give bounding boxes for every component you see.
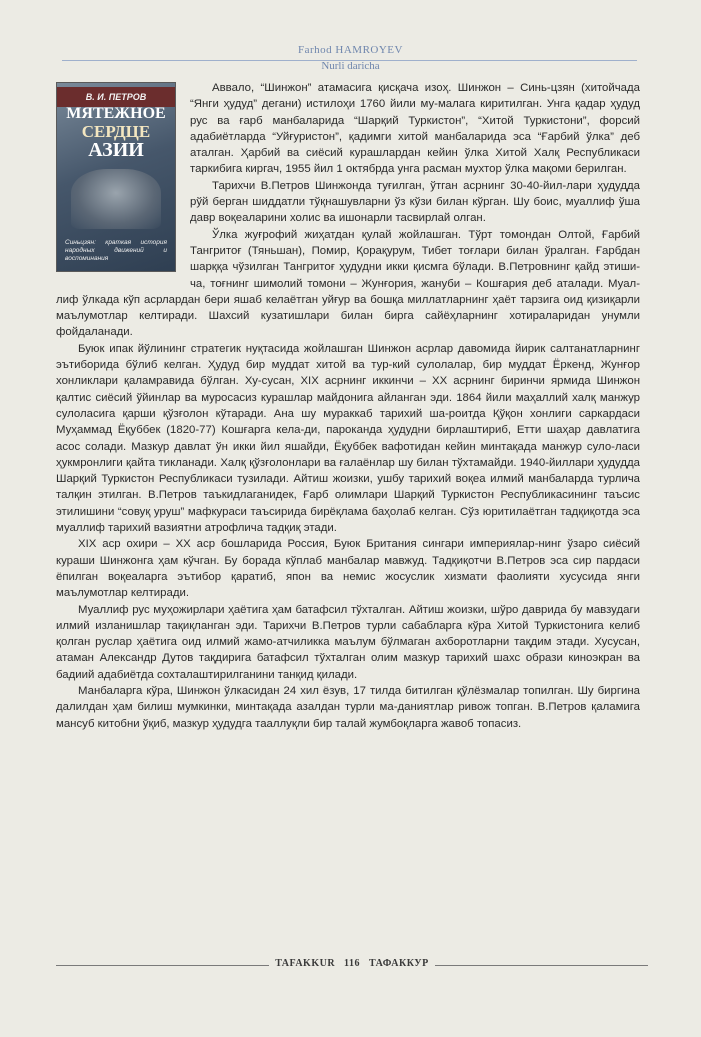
paragraph: XIX аср охири – XX аср бошларида Россия, Буюк Британия сингари империялар-нинг ўзаро сиёсий кураши Шинжонга ҳам кўчган. Бу борада кўплаб манбалар мавжуд. Тадқиқотчи В.Петров эса сир пардаси ёпилган воқеаларга эътибор қаратиб, япон ва немис жосуслик хизмати фаолияти хусусида янги маълумотлар келтиради. xyxy=(56,538,640,600)
article-body xyxy=(56,80,640,732)
book-cover-author: В. И. ПЕТРОВ xyxy=(57,87,175,107)
header-author: Farhod HAMROYEV xyxy=(298,44,403,56)
header-section-title: Nurli daricha xyxy=(321,60,380,72)
running-footer xyxy=(56,957,648,973)
book-cover-title-line1: МЯТЕЖНОЕ xyxy=(66,105,166,122)
running-header xyxy=(0,44,701,57)
book-cover-subtitle: Синьцзян: краткая история народных движений и воспоминания xyxy=(65,239,167,262)
paragraph: Аввало, “Шинжон” атамасига қисқача изоҳ. Шинжон – Синь-цзян (хитойчада “Янги ҳудуд” дегани) истилоҳи 1760 йили му-малага киритилган. Унга қадар ҳудуд рус ва ғарб манбаларида “Шарқий Туркистон”, “Хитой Туркистони”, форсий адабиётларда “Уйғуристон”, қадимги хитой манбаларида эса “Ғарбий ўлка” деб аталган. Ҳарбий ва сиёсий курашлардан кейин ўлка Хитой Халқ Республикаси таркибига киргач, 1955 йил 1 октябрда унга расман мухтор ўлка мақоми берилган. xyxy=(190,82,640,176)
paragraph: Буюк ипак йўлининг стратегик нуқтасида жойлашган Шинжон асрлар давомида йирик салтанатларнинг эътиборида бўлиб келган. Ҳудуд бир муддат хитой ва тур-кий сулолалар, бир муддат Ёркенд, Жунғор хонликлари қаламравида бўлган. Ху-сусан, XIX асрнинг иккинчи – XX асрнинг биринчи ярмида Шинжон қалтис сиёсий ўйинлар ва муросасиз курашлар майдонига айланган эди. 1864 йили маҳаллий халқ манжур сулоласига қарши қўзғолон кўтаради. Ана шу мураккаб тарихий ша-роитда Қўқон хонлиги саркардаси Муҳаммад Ёқуббек (1820-77) Кошғарга кела-ди, пароканда ҳудудни бирлаштириб, Етти шаҳар давлатига асос солади. Мазкур давлат ўн икки йил яшайди, Ёқуббек вафотидан кейин минтақада манжур суло-ласи ҳукмронлиги қайта тикланади. Халқ қўзғолонлари ва ғалаёнлар шу билан тўхтамайди. 1940-йиллари ҳудудда Шарқий Туркистон Республикаси тузилади. Айтиш жоизки, ушбу тарихий воқеа илмий манбаларда турлича талқин этилган. В.Петров таъкидлаганидек, Ғарб олимлари Шарқий Туркистон Республикасининг таъсис этилишини “совуқ уруш” мафкураси таъсирида бирёқлама баҳолаб келган. Сўз юритилаётган тадқиқотда эса муаллиф тарихий вазиятни атрофлича тадқиқ этади. xyxy=(56,342,640,535)
book-cover-title xyxy=(57,105,175,159)
footer-journal-latin: TAFAKKUR xyxy=(275,958,336,969)
paragraph: Ўлка жуғрофий жиҳатдан қулай жойлашган. Тўрт томондан Олтой, Ғарбий Тангритоғ (Тяньшан), Помир, Қорақурум, Тибет тоғлари билан ўралган. Ғарбдан шарққа чўзилган Тангритоғ ҳудудни икки қисмга бўлади. В.Петровнинг қайд этиши-ча, тоғнинг шимолий томони – Жунғория, жануби – Кошғария деб аталади. Муал-лиф ўлкада кўп асрлардан бери яшаб келаётган уйғур ва бошқа миллатларнинг ҳаёт тарзига оид қизиқарли маълумотлар келтиради. Шахсий кузатишлари билан бирга сайёҳларнинг хотираларидан унумли фойдаланади. xyxy=(56,228,640,339)
book-cover-image xyxy=(56,82,176,272)
page-number: 116 xyxy=(344,958,360,969)
footer-text xyxy=(56,958,648,969)
book-cover-title-line3: АЗИИ xyxy=(88,139,144,161)
book-cover-title-line2: СЕРДЦЕ xyxy=(81,122,151,141)
paragraph: Муаллиф рус муҳожирлари ҳаётига ҳам батафсил тўхталган. Айтиш жоизки, шўро даврида бу мавзудаги илмий изланишлар тақиқланган эди. Тарихчи В.Петров турли сабабларга кўра Хитой Туркистонига келиб қолган руслар ҳаётига оид илмий жамо-атчиликка маълум бўлмаган ахборотларни тақдим этади. Хусусан, атаман Александр Дутов тақдирига батафсил тўхталган олим мазкур тарихий шахс образи киноэкран ва бадиий адабиётда сохталаштирилганини танқид қилади. xyxy=(56,603,640,681)
book-cover-illustration xyxy=(71,169,161,229)
paragraph: Манбаларга кўра, Шинжон ўлкасидан 24 хил ёзув, 17 тилда битилган қўлёзмалар топилган. Шу биргина далилдан ҳам билиш мумкинки, минтақада азалдан турли ма-даниятлар ривож топган. В.Петров қаламига мансуб китобни ўқиб, мазкур ҳудудга тааллуқли бир талай жумбоқларга жавоб топасиз. xyxy=(56,684,640,730)
footer-journal-cyrillic: ТАФАККУР xyxy=(369,958,429,969)
paragraph: Тарихчи В.Петров Шинжонда туғилган, ўтган асрнинг 30-40-йил-лари ҳудудда рўй берган шиддатли тўқнашувларни ўз кўзи билан кўрган. Шу боис, муаллиф ўша давр воқеаларини холис ва ишонарли тасвирлай олган. xyxy=(190,179,640,225)
